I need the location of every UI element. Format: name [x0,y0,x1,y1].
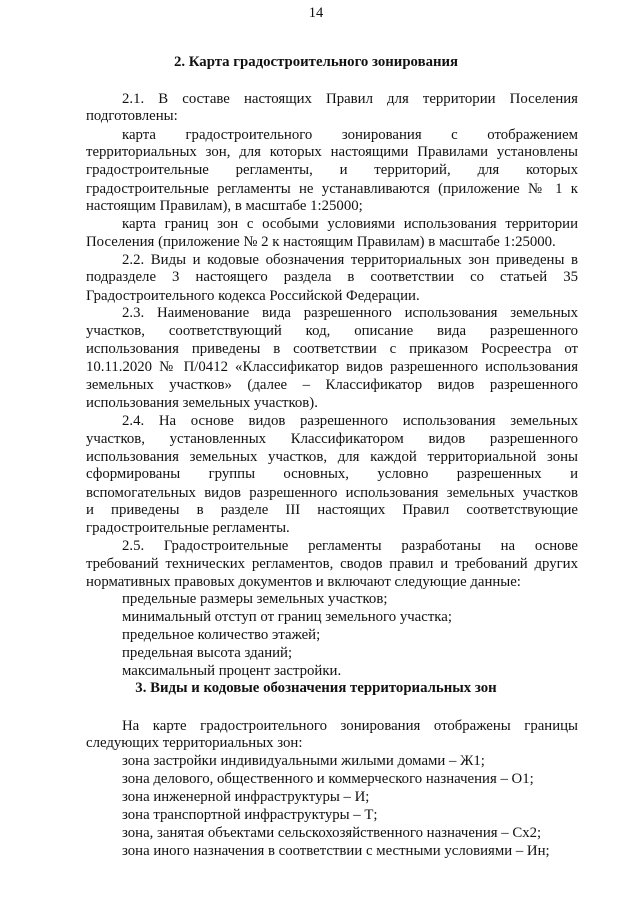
text-line: градостроительные регламенты. [86,520,290,536]
text-line: участков, соответствующий код, описание вида разрешенного [86,323,578,339]
list-item: минимальный отступ от границ земельного участка; [122,609,452,625]
text-line: сформированы группы основных, условно разрешенных и [86,466,578,482]
text-line: Поселения (приложение № 2 к настоящим Правилам) в масштабе 1:25000. [86,234,556,250]
text-line: территориальных зон, для которых настоящими Правилами установлены [86,144,578,160]
page-number: 14 [308,5,324,21]
zone-item: зона транспортной инфраструктуры – Т; [122,807,378,823]
zone-item: зона делового, общественного и коммерческого назначения – О1; [122,771,534,787]
zone-item: зона застройки индивидуальными жилыми домами – Ж1; [122,753,485,769]
text-line: требований технических регламентов, сводов правил и требований других [86,556,578,572]
text-line: подразделе 3 настоящего раздела в соответствии со статьей 35 [86,269,578,285]
text-line: градостроительные регламенты не устанавливаются (приложение № 1 к [86,181,578,197]
text-line: следующих территориальных зон: [86,735,303,751]
text-line: подготовлены: [86,108,178,124]
text-line: и приведены в разделе III настоящих Правил соответствующие [86,502,578,518]
text-line: 2.2. Виды и кодовые обозначения территориальных зон приведены в [122,252,578,268]
text-line: нормативных правовых документов и включают следующие данные: [86,574,521,590]
text-line: использования земельных участков, для каждой территориальной зоны [86,449,578,465]
list-item: максимальный процент застройки. [122,663,342,679]
text-line: использования земельных участков). [86,395,318,411]
zone-item: зона иного назначения в соответствии с местными условиями – Ин; [122,843,550,859]
text-line: 2.3. Наименование вида разрешенного использования земельных [122,305,578,321]
text-line: 10.11.2020 № П/0412 «Классификатор видов разрешенного использования [86,359,578,375]
text-line: Градостроительного кодекса Российской Федерации. [86,288,420,304]
text-line: использования приведены в соответствии с приказом Росреестра от [86,341,578,357]
text-line: 2.5. Градостроительные регламенты разработаны на основе [122,538,578,554]
section-heading-2: 2. Карта градостроительного зонирования [173,54,459,70]
section-heading-3: 3. Виды и кодовые обозначения территориальных зон [135,680,497,696]
text-line: На карте градостроительного зонирования отображены границы [122,718,578,734]
text-line: градостроительные регламенты, и территорий, для которых [86,162,578,178]
list-item: предельная высота зданий; [122,645,293,661]
text-line: карта границ зон с особыми условиями использования территории [122,216,578,232]
text-line: вспомогательных видов разрешенного использования земельных участков [86,485,578,501]
list-item: предельные размеры земельных участков; [122,591,388,607]
text-line: карта градостроительного зонирования с отображением [122,127,578,143]
text-line: 2.4. На основе видов разрешенного использования земельных [122,413,578,429]
zone-item: зона инженерной инфраструктуры – И; [122,789,370,805]
text-line: настоящим Правилам), в масштабе 1:25000; [86,198,363,214]
text-line: земельных участков» (далее – Классификатор видов разрешенного [86,377,578,393]
list-item: предельное количество этажей; [122,627,321,643]
zone-item: зона, занятая объектами сельскохозяйственного назначения – Сх2; [122,825,542,841]
text-line: участков, установленных Классификатором видов разрешенного [86,431,578,447]
text-line: 2.1. В составе настоящих Правил для территории Поселения [122,91,578,107]
